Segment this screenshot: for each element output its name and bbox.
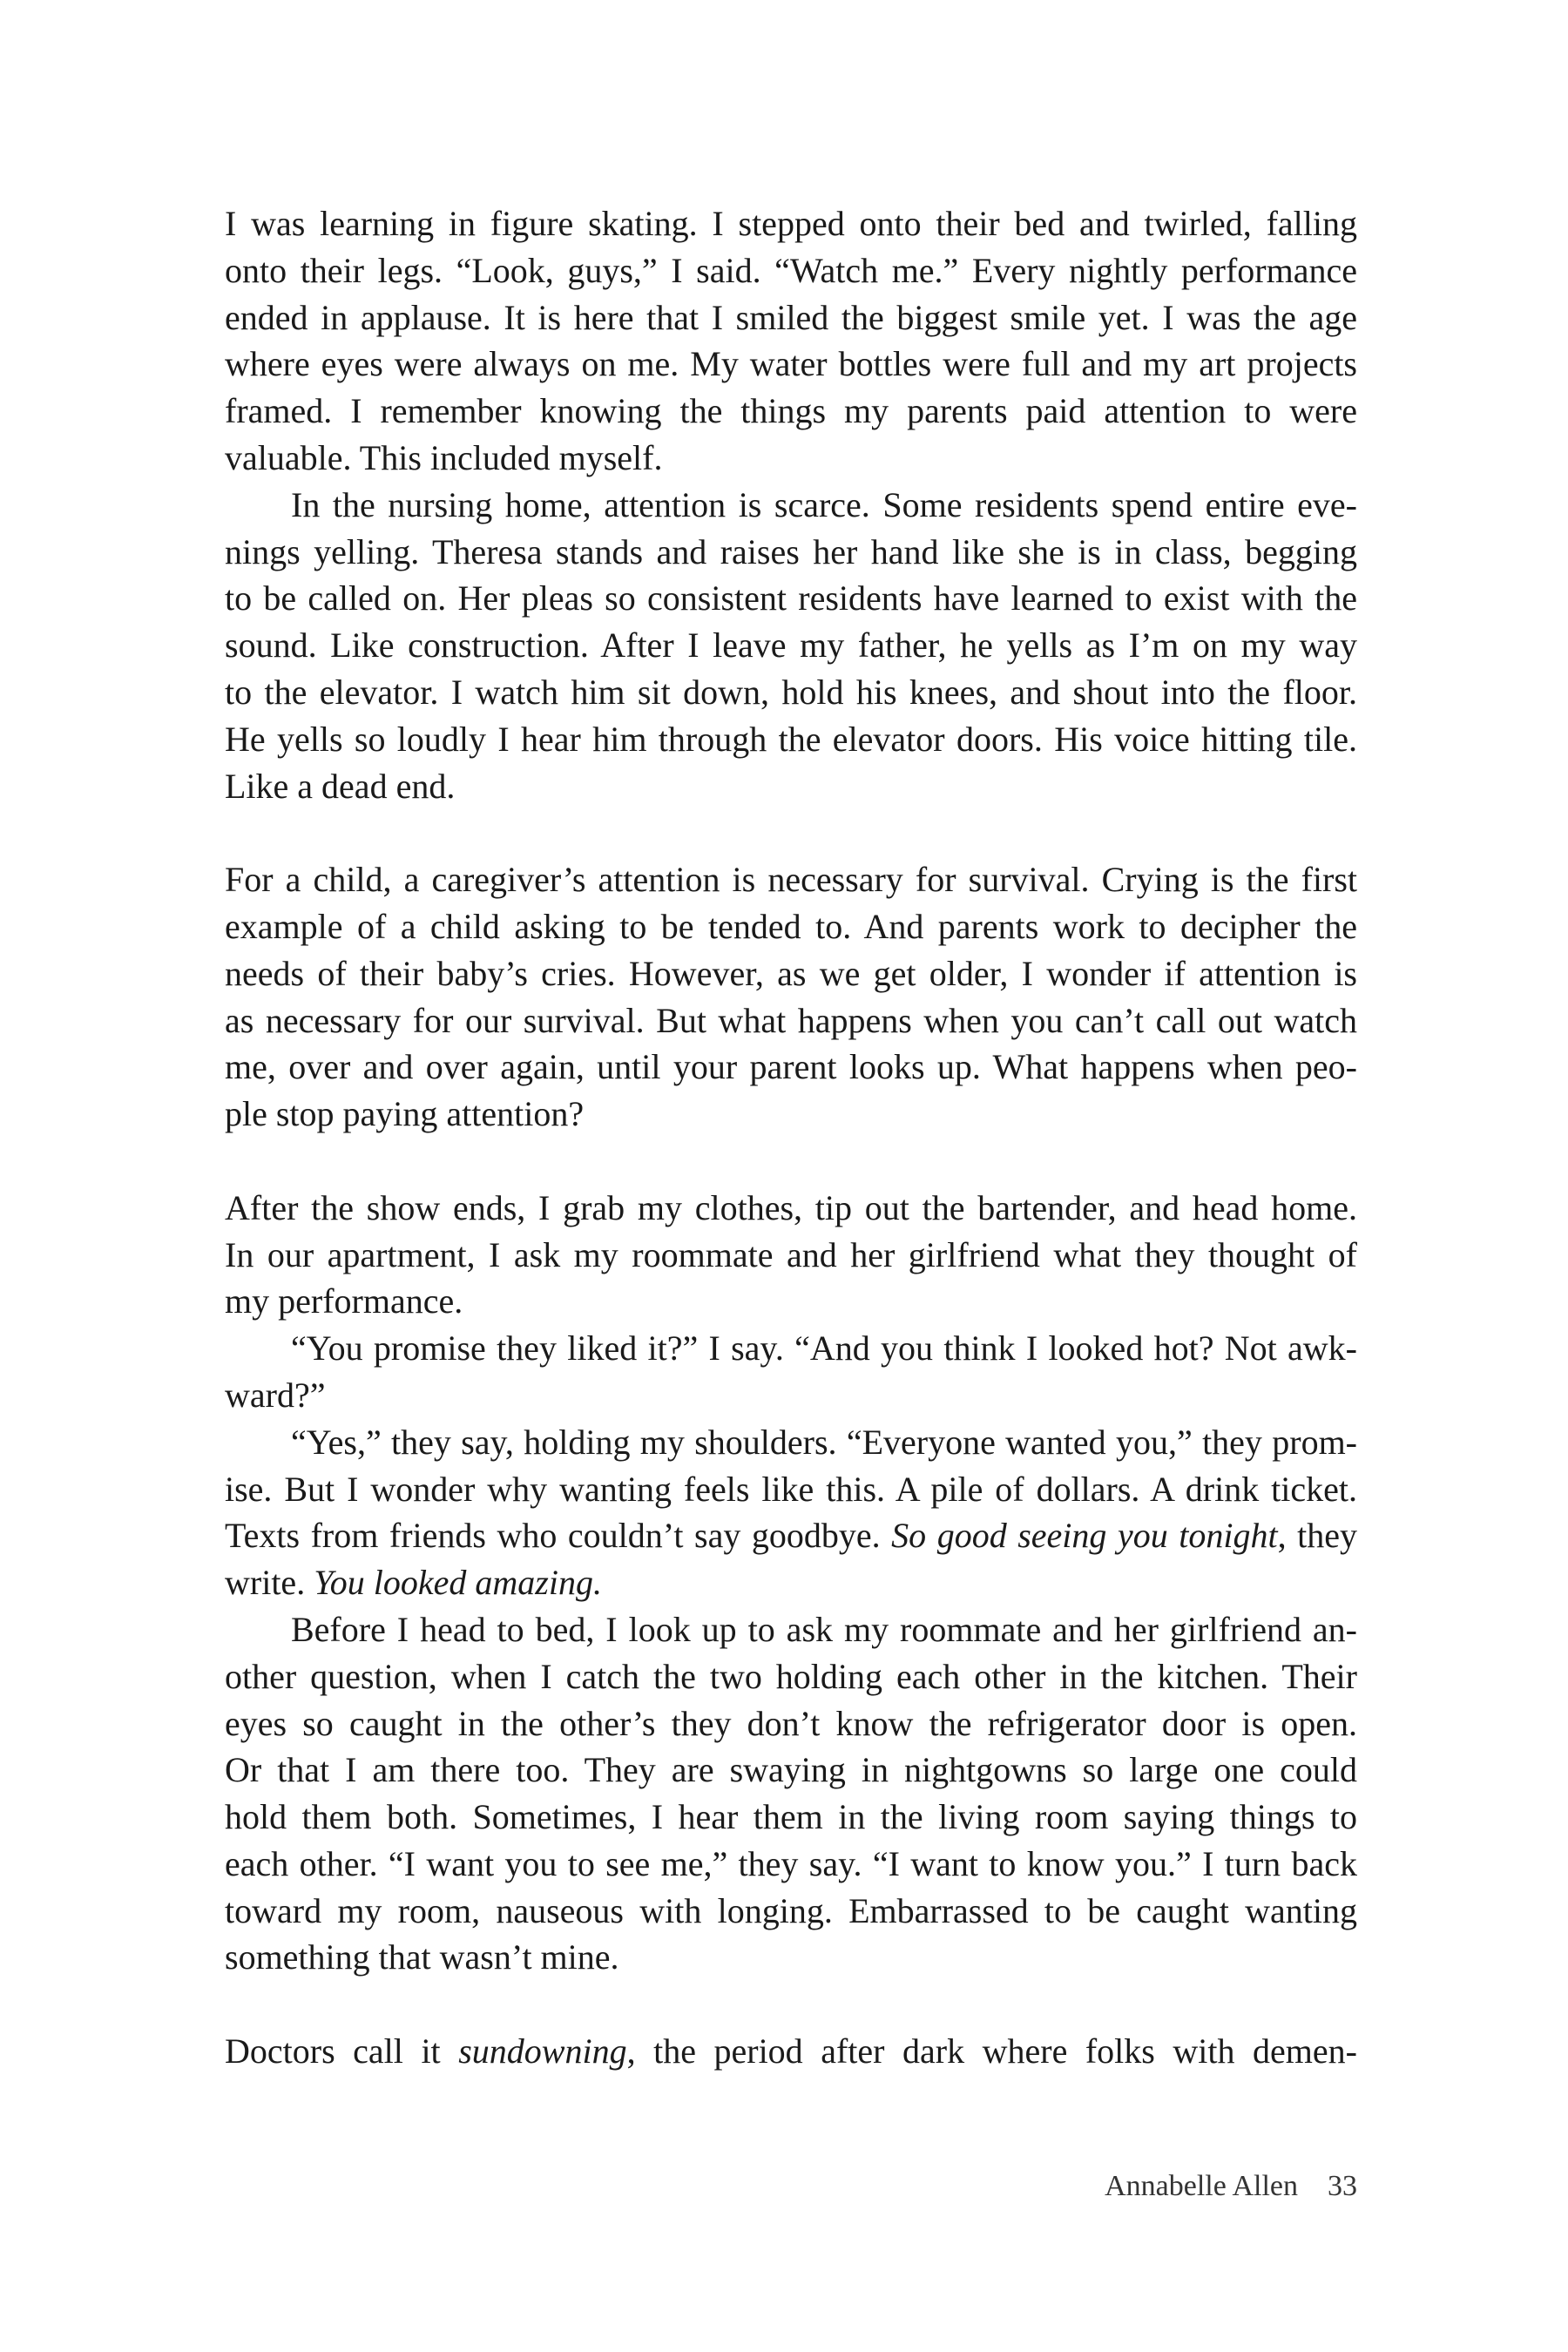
text-line (225, 1512, 1357, 1559)
text-line (225, 2028, 1357, 2075)
text-line: my performance. (225, 1281, 463, 1321)
text-line: needs of their baby’s cries. However, as we get older, I wonder if attention is (225, 953, 1357, 993)
text-line: where eyes were always on me. My water bottles were full and my art projects (225, 344, 1357, 384)
paragraph (225, 1606, 1357, 1981)
text-line: onto their legs. “Look, guys,” I said. “Watch me.” Every nightly performance (225, 250, 1357, 290)
text-line: something that wasn’t mine. (225, 1937, 619, 1977)
text-line: to be called on. Her pleas so consistent residents have learned to exist with the (225, 578, 1357, 618)
text-line: ward?” (225, 1375, 326, 1415)
text-line: other question, when I catch the two holding each other in the kitchen. Their (225, 1656, 1357, 1696)
text-line: each other. “I want you to see me,” they say. “I want to know you.” I turn back (225, 1843, 1357, 1883)
text-line: framed. I remember knowing the things my parents paid attention to were (225, 391, 1357, 431)
page-footer (1105, 2167, 1357, 2206)
text-line: ple stop paying attention? (225, 1094, 585, 1134)
text-line: nings yelling. Theresa stands and raises her hand like she is in class, begging (225, 531, 1357, 571)
paragraph (225, 1419, 1357, 1606)
paragraph (225, 482, 1357, 810)
italic-text: You looked amazing. (314, 1563, 602, 1603)
text-line: “Yes,” they say, holding my shoulders. “Everyone wanted you,” they prom- (291, 1422, 1357, 1462)
text-line: example of a child asking to be tended to. And parents work to decipher the (225, 906, 1357, 946)
text-run: Texts from friends who couldn’t say goodbye. (225, 1516, 892, 1556)
text-line: After the show ends, I grab my clothes, tip out the bartender, and head home. (225, 1187, 1357, 1227)
running-footer-author: Annabelle Allen (1105, 2170, 1298, 2202)
text-line: He yells so loudly I hear him through the elevator doors. His voice hitting tile. (225, 719, 1357, 759)
text-line: eyes so caught in the other’s they don’t know the refrigerator door is open. (225, 1703, 1357, 1743)
text-line: ended in applause. It is here that I smiled the biggest smile yet. I was the age (225, 297, 1357, 337)
italic-text: So good seeing you tonight (891, 1516, 1278, 1556)
paragraph (225, 856, 1357, 1138)
italic-text: sundowning (458, 2031, 627, 2072)
paragraph (225, 1185, 1357, 1325)
text-line: toward my room, nauseous with longing. Embarrassed to be caught wanting (225, 1890, 1357, 1930)
paragraph (225, 200, 1357, 482)
text-line: hold them both. Sometimes, I hear them in the living room saying things to (225, 1797, 1357, 1837)
text-line: Or that I am there too. They are swaying in nightgowns so large one could (225, 1750, 1357, 1790)
text-line: “You promise they liked it?” I say. “And you think I looked hot? Not awk- (291, 1328, 1357, 1369)
text-line: to the elevator. I watch him sit down, hold his knees, and shout into the floor. (225, 672, 1357, 712)
text-line: valuable. This included myself. (225, 437, 663, 477)
text-line: For a child, a caregiver’s attention is necessary for survival. Crying is the first (225, 860, 1357, 900)
text-line: me, over and over again, until your parent looks up. What happens when peo- (225, 1047, 1357, 1087)
text-run: write. (225, 1563, 314, 1603)
section-break (225, 1138, 1357, 1185)
text-run: Doctors call it (225, 2031, 459, 2072)
text-line: In our apartment, I ask my roommate and her girlfriend what they thought of (225, 1234, 1357, 1274)
paragraph (225, 1325, 1357, 1419)
page-number: 33 (1328, 2170, 1357, 2202)
page-body (225, 200, 1357, 2075)
text-line: as necessary for our survival. But what happens when you can’t call out watch (225, 1000, 1357, 1040)
text-line: Like a dead end. (225, 766, 456, 806)
text-line: Before I head to bed, I look up to ask my roommate and her girlfriend an- (291, 1609, 1357, 1649)
text-line: ise. But I wonder why wanting feels like this. A pile of dollars. A drink ticket. (225, 1469, 1357, 1509)
paragraph (225, 2028, 1357, 2075)
text-run: , the period after dark where folks with demen- (626, 2031, 1357, 2072)
section-break (225, 809, 1357, 856)
text-line (225, 1559, 1357, 1606)
text-line: sound. Like construction. After I leave my father, he yells as I’m on my way (225, 625, 1357, 666)
section-break (225, 1981, 1357, 2028)
text-line: I was learning in figure skating. I stepped onto their bed and twirled, falling (225, 204, 1357, 243)
text-line: In the nursing home, attention is scarce. Some residents spend entire eve- (291, 484, 1357, 524)
text-run: , they (1277, 1516, 1357, 1556)
